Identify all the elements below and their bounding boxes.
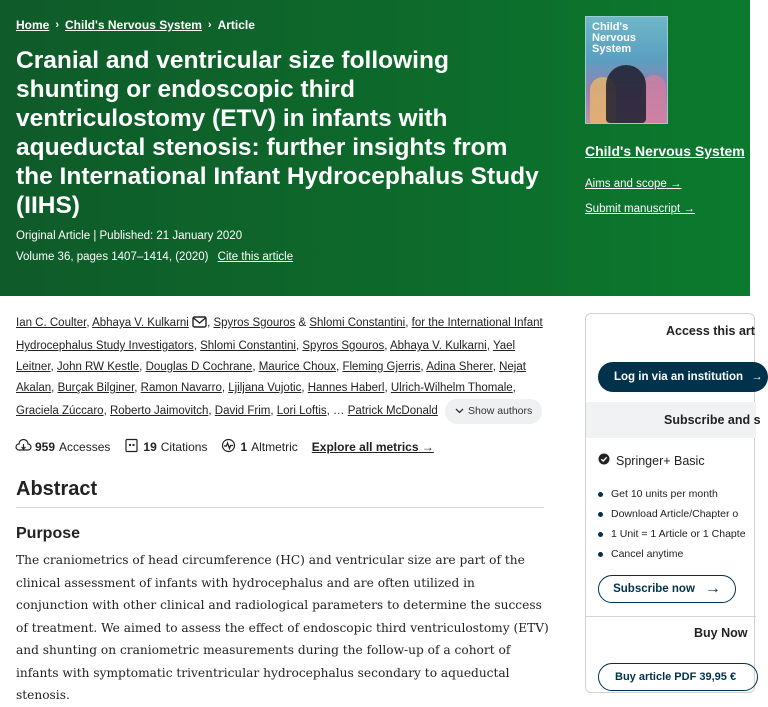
altmetric-icon [221, 438, 236, 456]
author-link[interactable]: Shlomi Constantini [309, 317, 406, 329]
citations-metric [124, 438, 207, 456]
author-ampersand: & [298, 317, 307, 329]
author-link[interactable]: Ljiljana Vujotic [228, 382, 302, 394]
section-divider [16, 507, 544, 508]
author-link[interactable]: for the International Infant Hydrocephalus Study Investigators [16, 317, 543, 352]
feature-text: Get 10 units per month [611, 488, 718, 500]
author-link[interactable]: John RW Kestle [56, 361, 140, 373]
altmetric-label: Altmetric [251, 440, 298, 454]
accesses-count: 959 [35, 440, 56, 454]
aims-scope-link[interactable]: Aims and scope → [585, 178, 682, 190]
buy-label: Buy article PDF 39,95 € [615, 671, 737, 683]
author-link[interactable]: Hannes Haberl [307, 382, 385, 394]
author-ellipsis: … [333, 405, 345, 417]
author-link[interactable]: David Frim [214, 405, 271, 417]
author-list: Ian C. Coulter, Abhaya V. Kulkarni , Spyros Sgouros & Shlomi Constantini, for the International Infant Hydrocephalus Study Investigators, Shlomi Constantini, Spyros Sgouros, Abhaya V. Kulkarni, Yael Leitner, John RW Kestle, Douglas D Cochrane, Maurice Choux, Fleming Gjerris, Adina Sherer, Nejat Akalan, Burçak Bilginer, Ramon Navarro, Ljiljana Vujotic, Hannes Haberl, Ulrich-Wilhelm Thomale, Graciela Zúccaro, Roberto Jaimovitch, David Frim, Lori Loftis, … Patrick McDonald Show authors [16, 313, 546, 424]
feature-text: 1 Unit = 1 Article or 1 Chapte [611, 528, 746, 540]
feature-item [598, 484, 746, 504]
accesses-metric [16, 438, 110, 456]
journal-name [585, 143, 745, 159]
breadcrumb-current: Article [217, 18, 255, 32]
breadcrumb-journal[interactable]: Child's Nervous System [65, 18, 202, 32]
article-type-published: Original Article | Published: 21 January 2020 [16, 230, 243, 242]
citations-label: Citations [160, 440, 208, 454]
author-link[interactable]: Fleming Gjerris [342, 361, 421, 373]
abstract-heading: Abstract [16, 478, 98, 500]
accesses-label: Accesses [59, 440, 111, 454]
article-metrics [16, 438, 434, 456]
subscribe-label: Subscribe now [613, 583, 695, 595]
explore-metrics-link[interactable]: Explore all metrics → [311, 440, 434, 454]
submit-manuscript-link[interactable]: Submit manuscript → [585, 203, 695, 215]
author-link[interactable]: Douglas D Cochrane [145, 361, 253, 373]
arrow-right-icon: → [751, 371, 763, 383]
bullet-icon [598, 512, 603, 517]
feature-text: Cancel anytime [611, 548, 684, 560]
altmetric-metric [221, 438, 297, 456]
author-link[interactable]: Ulrich-Wilhelm Thomale [390, 382, 513, 394]
subscribe-heading: Subscribe and s [664, 413, 761, 427]
journal-name-link[interactable]: Child's Nervous System [585, 143, 745, 159]
author-link[interactable]: Roberto Jaimovitch [109, 405, 209, 417]
author-link[interactable]: Abhaya V. Kulkarni [92, 317, 189, 329]
feature-item [598, 504, 746, 524]
author-link[interactable]: Graciela Zúccaro [16, 405, 104, 417]
author-link[interactable]: Burçak Bilginer [57, 382, 135, 394]
author-link[interactable]: Adina Sherer [426, 361, 493, 373]
plan-label: Springer+ Basic [616, 453, 705, 468]
plan-features [598, 484, 746, 564]
purpose-paragraph: The craniometrics of head circumference (HC) and ventricular size are part of the clinical assessment of infants with hydrocephalus and are often utilized in conjunction with other clinical and radiological parameters to determine the success of treatment. We aimed to assess the effect of endoscopic third ventriculostomy (ETV) and shunting on craniometric measurements during the follow-up of a cohort of infants with symptomatic triventricular hydrocephalus secondary to aqueductal stenosis. [16, 553, 549, 702]
buy-article-button[interactable] [598, 663, 758, 691]
show-authors-button[interactable] [445, 399, 542, 424]
check-circle-icon [598, 453, 610, 468]
author-link[interactable]: Abhaya V. Kulkarni [389, 340, 487, 352]
feature-item [598, 544, 746, 564]
author-link[interactable]: Nejat Akalan [16, 361, 526, 394]
aims-scope [585, 178, 682, 190]
subscribe-now-button[interactable] [598, 575, 736, 603]
bullet-icon [598, 552, 603, 557]
cite-article-link[interactable]: Cite this article [217, 251, 294, 263]
chevron-down-icon [455, 401, 464, 422]
bullet-icon [598, 492, 603, 497]
purpose-heading: Purpose [16, 525, 81, 542]
submit-manuscript [585, 203, 695, 215]
email-icon[interactable] [192, 315, 207, 336]
login-label: Log in via an institution [614, 371, 744, 383]
access-heading: Access this art [666, 324, 755, 338]
author-link[interactable]: Ian C. Coulter [16, 317, 87, 329]
show-authors-label: Show authors [468, 405, 533, 417]
quote-icon [124, 438, 139, 456]
plan-name [598, 453, 705, 468]
feature-item [598, 524, 746, 544]
author-link[interactable]: Maurice Choux [258, 361, 337, 373]
feature-text: Download Article/Chapter o [611, 508, 739, 520]
breadcrumb [16, 18, 255, 32]
author-link[interactable]: Spyros Sgouros [213, 317, 296, 329]
breadcrumb-separator: › [207, 19, 212, 31]
author-link[interactable]: Yael Leitner [16, 340, 516, 373]
bullet-icon [598, 532, 603, 537]
citations-count: 19 [143, 440, 157, 454]
access-panel [585, 313, 763, 693]
breadcrumb-home[interactable]: Home [16, 18, 50, 32]
arrow-right-icon: → [704, 580, 721, 597]
author-link[interactable]: Spyros Sgouros [302, 340, 385, 352]
author-link[interactable]: Patrick McDonald [347, 405, 438, 417]
download-icon [16, 438, 31, 456]
author-link[interactable]: Ramon Navarro [140, 382, 222, 394]
article-header [0, 0, 750, 296]
breadcrumb-separator: › [55, 19, 60, 31]
subscribe-band [586, 402, 761, 438]
cover-title: Child's Nervous System [592, 21, 637, 55]
author-link[interactable]: Shlomi Constantini [200, 340, 296, 352]
section-divider [586, 616, 756, 617]
article-title: Cranial and ventricular size following shunting or endoscopic third ventriculostomy (ETV) in infants with aqueductal stenosis: further insights from the International Infant Hydrocephalus Study (IIHS) [16, 47, 539, 219]
author-link[interactable]: Lori Loftis [276, 405, 327, 417]
volume-text: Volume 36, pages 1407–1414, (2020) [16, 251, 209, 263]
buy-now-heading: Buy Now [694, 626, 748, 640]
altmetric-count: 1 [240, 440, 248, 454]
cover-figure [606, 65, 646, 123]
institution-login-button[interactable] [598, 362, 768, 392]
journal-cover-image[interactable] [585, 16, 668, 124]
article-volume [16, 251, 293, 263]
